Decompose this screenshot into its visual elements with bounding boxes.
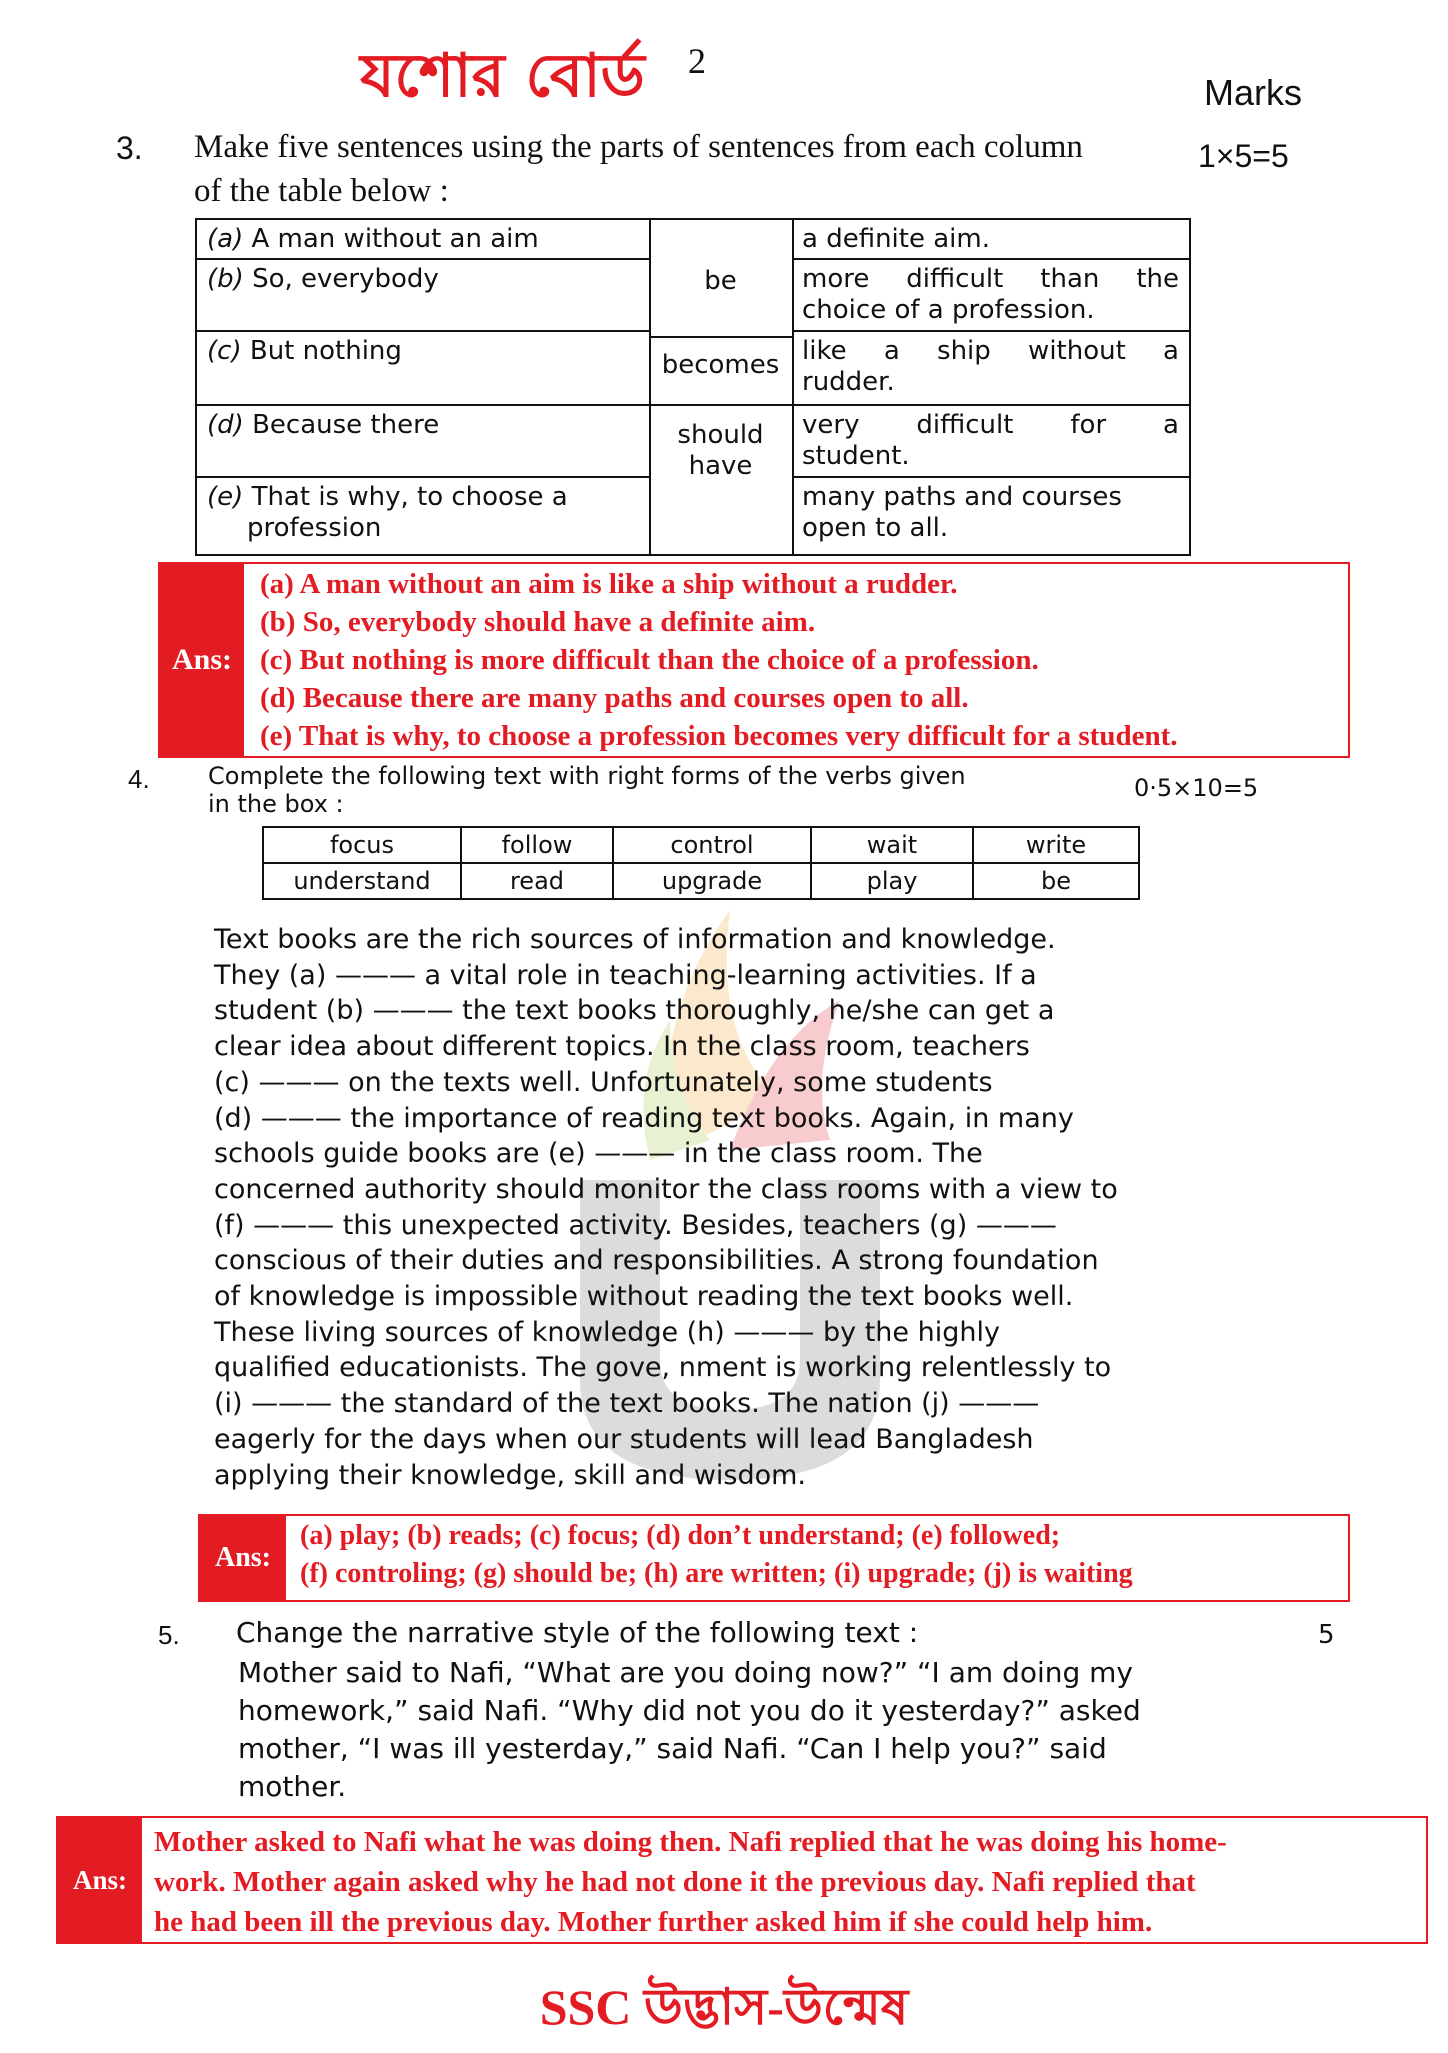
passage-line: (f) ——— this unexpected activity. Besides, teachers (g) ——— (214, 1209, 1057, 1241)
passage-line: clear idea about different topics. In the class room, teachers (214, 1031, 1030, 1063)
q4-instruction-line: Complete the following text with right forms of the verbs given (208, 762, 966, 790)
verb-cell: follow (461, 827, 613, 863)
table-cell: (c) But nothing (207, 336, 402, 366)
answer-line: (e) That is why, to choose a profession becomes very difficult for a student. (260, 720, 1178, 752)
q3-answer-box (158, 562, 1350, 758)
question-5-instruction: Change the narrative style of the following text : (236, 1616, 919, 1649)
answer-label: Ans: (58, 1818, 142, 1942)
answer-line: (d) Because there are many paths and courses open to all. (260, 682, 969, 714)
passage-line: student (b) ——— the text books thoroughly, he/she can get a (214, 995, 1055, 1027)
question-4-marks: 0·5×10=5 (1134, 774, 1259, 802)
passage-line: These living sources of knowledge (h) ——— by the highly (214, 1316, 1000, 1348)
page-number: 2 (688, 41, 706, 81)
table-cell: more difficult than the (802, 264, 1179, 294)
verb-cell: wait (811, 827, 973, 863)
passage-line: (i) ——— the standard of the text books. The nation (j) ——— (214, 1388, 1040, 1420)
verb-cell: play (811, 863, 973, 899)
verb-cell: read (461, 863, 613, 899)
verb-cell: control (613, 827, 811, 863)
question-3-instruction (194, 125, 1083, 213)
passage-line: (c) ——— on the texts well. Unfortunately, some students (214, 1066, 993, 1098)
question-4-instruction (208, 762, 966, 818)
q5-answer-box (56, 1816, 1428, 1944)
table-cell: (d) Because there (207, 410, 440, 440)
question-5-marks: 5 (1318, 1620, 1335, 1650)
board-title: যশোর বোর্ড (360, 41, 645, 111)
passage-line: eagerly for the days when our students will lead Bangladesh (214, 1423, 1034, 1455)
q5-text-line: mother, “I was ill yesterday,” said Nafi. “Can I help you?” said (238, 1732, 1107, 1765)
q5-text-line: mother. (238, 1770, 347, 1803)
answer-line: (a) A man without an aim is like a ship without a rudder. (260, 568, 958, 600)
passage-line: concerned authority should monitor the class rooms with a view to (214, 1173, 1118, 1205)
verb-box (262, 826, 1140, 900)
sentence-table (195, 218, 1191, 556)
verb-cell: write (973, 827, 1139, 863)
table-cell: (b) So, everybody (207, 264, 439, 294)
passage-line: (d) ——— the importance of reading text books. Again, in many (214, 1102, 1074, 1134)
passage-line: qualified educationists. The gove, nment is working relentlessly to (214, 1352, 1112, 1384)
answer-line: (c) But nothing is more difficult than the choice of a profession. (260, 644, 1039, 676)
question-4-number: 4. (128, 764, 150, 794)
answer-label: Ans: (160, 564, 244, 756)
table-cell: rudder. (802, 367, 895, 397)
answer-label: Ans: (200, 1516, 286, 1600)
question-5-number: 5. (158, 1620, 180, 1650)
verb-cell: be (973, 863, 1139, 899)
table-cell: be (704, 266, 737, 296)
passage-line: conscious of their duties and responsibilities. A strong foundation (214, 1245, 1099, 1277)
answer-line: Mother asked to Nafi what he was doing then. Nafi replied that he was doing his home- (154, 1826, 1227, 1858)
q3-instruction-line: Make five sentences using the parts of sentences from each column (194, 129, 1083, 165)
question-3-number: 3. (116, 130, 143, 166)
q5-text (238, 1654, 1208, 1806)
table-cell: (a) A man without an aim (207, 224, 539, 254)
passage-line: of knowledge is impossible without reading the text books well. (214, 1281, 1074, 1313)
q5-text-line: homework,” said Nafi. “Why did not you do it yesterday?” asked (238, 1694, 1141, 1727)
table-cell: a definite aim. (802, 224, 990, 254)
table-cell: (e) That is why, to choose a profession (207, 482, 568, 543)
q5-text-line: Mother said to Nafi, “What are you doing now?” “I am doing my (238, 1656, 1134, 1689)
q3-instruction-line: of the table below : (194, 173, 449, 209)
table-cell: very difficult for a (802, 410, 1179, 440)
q4-instruction-line: in the box : (208, 790, 344, 818)
table-cell: many paths and courses (802, 482, 1122, 512)
answer-line: (f) controling; (g) should be; (h) are written; (i) upgrade; (j) is waiting (300, 1558, 1133, 1589)
table-cell: open to all. (802, 513, 949, 543)
answer-line: (b) So, everybody should have a definite aim. (260, 606, 816, 638)
q4-answer-box (198, 1514, 1350, 1602)
verb-cell: upgrade (613, 863, 811, 899)
answer-line: (a) play; (b) reads; (c) focus; (d) don’t understand; (e) followed; (300, 1520, 1061, 1551)
q4-passage (214, 922, 1196, 1493)
verb-cell: understand (263, 863, 461, 899)
table-cell: like a ship without a (802, 336, 1179, 366)
passage-line: applying their knowledge, skill and wisdom. (214, 1459, 807, 1491)
table-cell: should have (677, 420, 764, 481)
answer-line: work. Mother again asked why he had not done it the previous day. Nafi replied that (154, 1866, 1196, 1898)
answer-line: he had been ill the previous day. Mother further asked him if she could help him. (154, 1906, 1153, 1938)
table-cell: becomes (661, 350, 780, 380)
passage-line: Text books are the rich sources of information and knowledge. (214, 924, 1056, 955)
table-cell: choice of a profession. (802, 295, 1095, 325)
footer-brand: SSC উদ্ভাস-উন্মেষ (539, 1979, 909, 2035)
passage-line: They (a) ——— a vital role in teaching-learning activities. If a (214, 959, 1037, 991)
marks-heading: Marks (1204, 72, 1302, 113)
table-cell: student. (802, 441, 910, 471)
question-3-marks: 1×5=5 (1198, 138, 1289, 174)
passage-line: schools guide books are (e) ——— in the class room. The (214, 1138, 983, 1170)
verb-cell: focus (263, 827, 461, 863)
